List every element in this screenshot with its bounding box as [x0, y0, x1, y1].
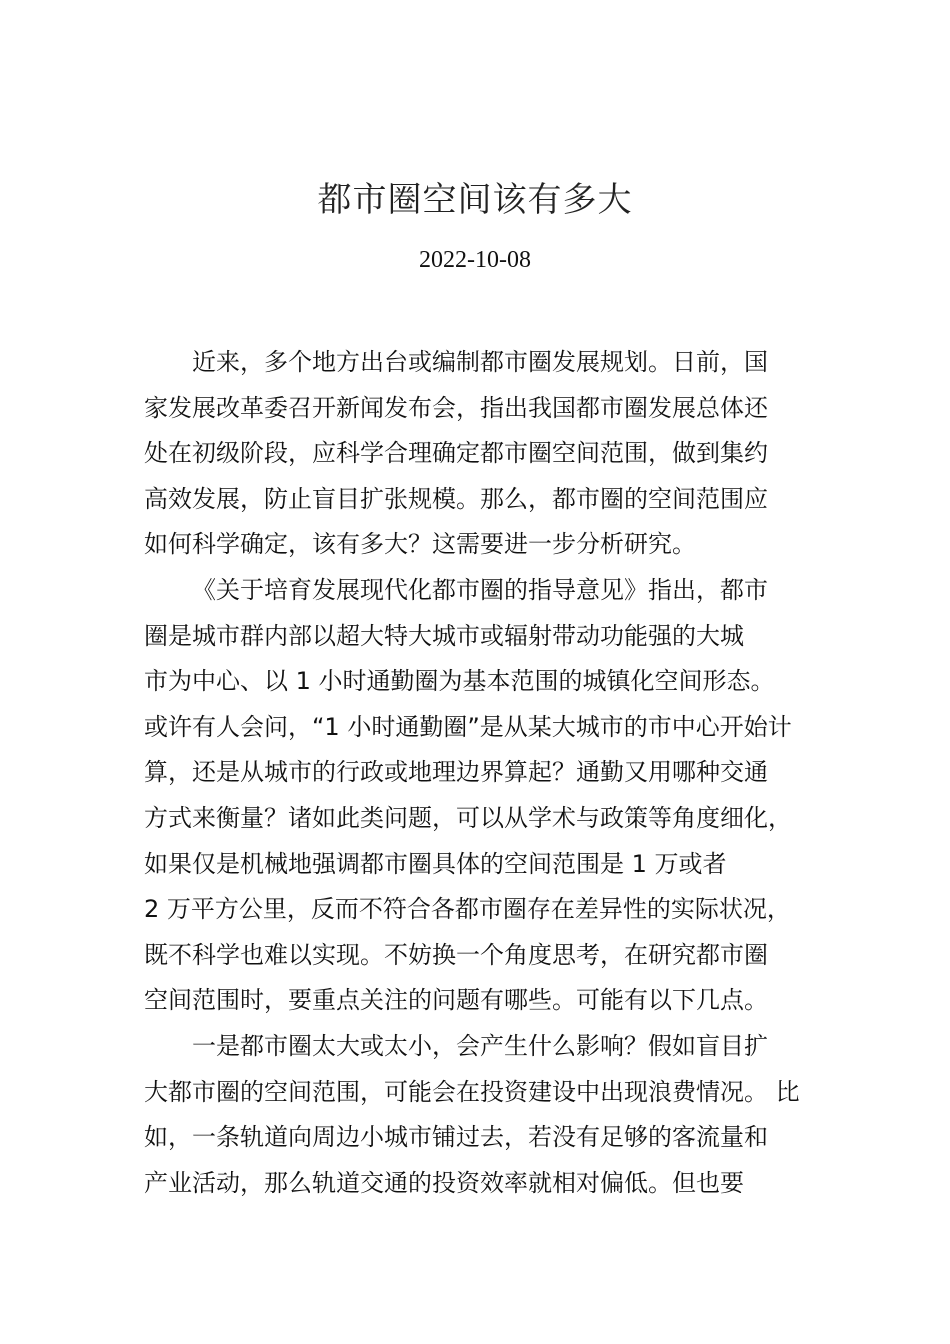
- paragraph-line: 算，还是从城市的行政或地理边界算起？通勤又用哪种交通: [144, 758, 768, 787]
- paragraph-line: 既不科学也难以实现。不妨换一个角度思考，在研究都市圈: [144, 940, 768, 969]
- paragraph-line: 《关于培育发展现代化都市圈的指导意见》指出，都市: [192, 575, 768, 604]
- paragraph-line: 方式来衡量？诸如此类问题，可以从学术与政策等角度细化，: [144, 803, 792, 832]
- paragraph-line: 家发展改革委召开新闻发布会，指出我国都市圈发展总体还: [144, 393, 768, 422]
- paragraph-line: 2 万平方公里，反而不符合各都市圈存在差异性的实际状况，: [144, 895, 791, 924]
- article-body: [144, 340, 816, 1206]
- paragraph-line: 如果仅是机械地强调都市圈具体的空间范围是 1 万或者: [144, 849, 727, 878]
- paragraph-line: 空间范围时，要重点关注的问题有哪些。可能有以下几点。: [144, 986, 768, 1015]
- paragraph-line: 大都市圈的空间范围，可能会在投资建设中出现浪费情况。 比: [144, 1077, 800, 1106]
- document-date: 2022-10-08: [419, 247, 531, 273]
- paragraph-line: 市为中心、以 1 小时通勤圈为基本范围的城镇化空间形态。: [144, 667, 775, 696]
- paragraph-line: 高效发展，防止盲目扩张规模。那么，都市圈的空间范围应: [144, 484, 768, 513]
- paragraph-line: 圈是城市群内部以超大特大城市或辐射带动功能强的大城: [144, 621, 744, 650]
- paragraph-line: 近来，多个地方出台或编制都市圈发展规划。日前，国: [192, 348, 768, 376]
- paragraph-line: 如何科学确定，该有多大？这需要进一步分析研究。: [144, 530, 696, 559]
- paragraph-line: 如，一条轨道向周边小城市铺过去，若没有足够的客流量和: [144, 1123, 768, 1152]
- paragraph-line: 处在初级阶段，应科学合理确定都市圈空间范围，做到集约: [144, 439, 768, 468]
- paragraph-line: 产业活动，那么轨道交通的投资效率就相对偏低。但也要: [144, 1168, 744, 1197]
- paragraph-line: 一是都市圈太大或太小，会产生什么影响？假如盲目扩: [192, 1031, 768, 1060]
- paragraph-line: 或许有人会问，“1 小时通勤圈”是从某大城市的市中心开始计: [144, 712, 792, 741]
- document-title: 都市圈空间该有多大: [317, 180, 633, 220]
